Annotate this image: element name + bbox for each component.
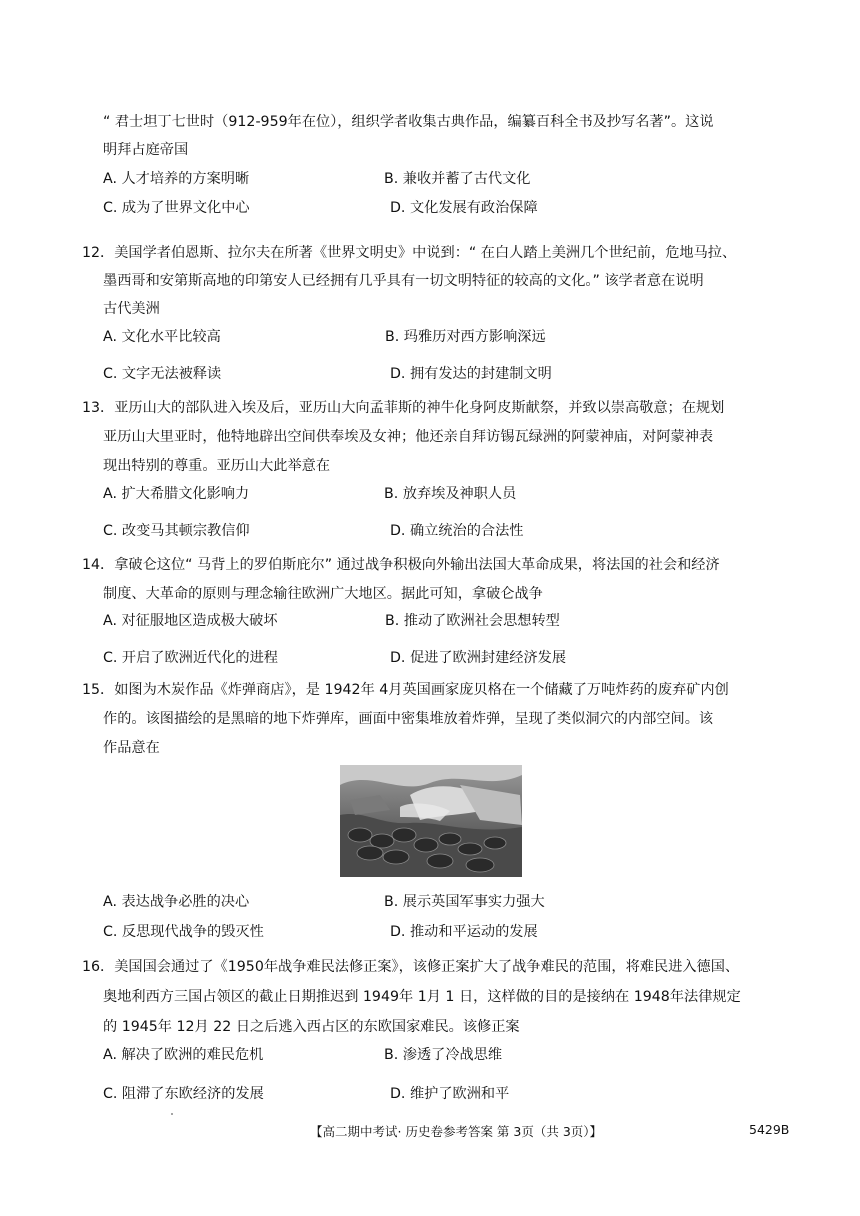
q16-option-a: A. 解决了欧洲的难民危机 bbox=[103, 1047, 264, 1063]
q13-option-a: A. 扩大希腊文化影响力 bbox=[103, 486, 250, 502]
q16-stem-line-3: 的 1945年 12月 22 日之后逃入西占区的东欧国家难民。该修正案 bbox=[103, 1019, 520, 1035]
q15-option-b: B. 展示英国军事实力强大 bbox=[384, 894, 545, 910]
q11-option-d: D. 文化发展有政治保障 bbox=[390, 200, 538, 216]
q14-option-c: C. 开启了欧洲近代化的进程 bbox=[103, 650, 278, 666]
q11-option-a: A. 人才培养的方案明晰 bbox=[103, 171, 250, 187]
q12-stem-line-2: 墨西哥和安第斯高地的印第安人已经拥有几乎具有一切文明特征的较高的文化。” 该学者意在说明 bbox=[103, 273, 704, 289]
q15-stem-line-1: 15．如图为木炭作品《炸弹商店》，是 1942年 4月英国画家庞贝格在一个储藏了万吨炸药的废弃矿内创 bbox=[82, 682, 729, 698]
exam-code: 5429B bbox=[749, 1122, 790, 1137]
q12-option-d: D. 拥有发达的封建制文明 bbox=[390, 366, 552, 382]
q11-stem-line-2: 明拜占庭帝国 bbox=[103, 142, 189, 158]
speck-dot bbox=[171, 1113, 173, 1115]
q12-option-a: A. 文化水平比较高 bbox=[103, 329, 221, 345]
q14-option-a: A. 对征服地区造成极大破坏 bbox=[103, 613, 278, 629]
q11-option-b: B. 兼收并蓄了古代文化 bbox=[384, 171, 531, 187]
q13-option-c: C. 改变马其顿宗教信仰 bbox=[103, 523, 250, 539]
q14-stem-line-2: 制度、大革命的原则与理念输往欧洲广大地区。据此可知，拿破仑战争 bbox=[103, 586, 543, 602]
q12-stem-line-3: 古代美洲 bbox=[103, 301, 160, 317]
charcoal-painting-image bbox=[340, 765, 522, 877]
q16-option-d: D. 维护了欧洲和平 bbox=[390, 1086, 510, 1102]
q15-stem-line-2: 作的。该图描绘的是黑暗的地下炸弹库，画面中密集堆放着炸弹，呈现了类似洞穴的内部空间。该 bbox=[103, 711, 714, 727]
q12-option-c: C. 文字无法被释读 bbox=[103, 366, 222, 382]
page-footer: 【高二期中考试· 历史卷参考答案 第 3页（共 3页）】 bbox=[310, 1124, 603, 1139]
q12-stem-line-1: 12．美国学者伯恩斯、拉尔夫在所著《世界文明史》中说到：“ 在白人踏上美洲几个世纪前，危地马拉、 bbox=[82, 245, 737, 261]
q16-stem-line-1: 16．美国国会通过了《1950年战争难民法修正案》，该修正案扩大了战争难民的范围，将难民进入德国、 bbox=[82, 959, 740, 975]
bomb-store-painting-icon bbox=[340, 765, 522, 877]
q13-stem-line-3: 现出特别的尊重。亚历山大此举意在 bbox=[103, 458, 331, 474]
q15-option-d: D. 推动和平运动的发展 bbox=[390, 924, 538, 940]
q14-option-d: D. 促进了欧洲封建经济发展 bbox=[390, 650, 567, 666]
q15-option-a: A. 表达战争必胜的决心 bbox=[103, 894, 250, 910]
q16-option-b: B. 渗透了冷战思维 bbox=[384, 1047, 503, 1063]
q12-option-b: B. 玛雅历对西方影响深远 bbox=[385, 329, 546, 345]
q11-option-c: C. 成为了世界文化中心 bbox=[103, 200, 250, 216]
q13-stem-line-1: 13．亚历山大的部队进入埃及后，亚历山大向孟菲斯的神牛化身阿皮斯献祭，并致以崇高敬意；在规划 bbox=[82, 400, 725, 416]
q11-stem-line-1: “ 君士坦丁七世时（912-959年在位），组织学者收集古典作品，编纂百科全书及抄写名著”。这说 bbox=[103, 114, 714, 130]
q13-stem-line-2: 亚历山大里亚时，他特地辟出空间供奉埃及女神；他还亲自拜访锡瓦绿洲的阿蒙神庙，对阿蒙神表 bbox=[103, 429, 714, 445]
q16-stem-line-2: 奥地利西方三国占领区的截止日期推迟到 1949年 1月 1 日，这样做的目的是接纳在 1948年法律规定 bbox=[103, 989, 741, 1005]
q15-stem-line-3: 作品意在 bbox=[103, 740, 160, 756]
q15-option-c: C. 反思现代战争的毁灭性 bbox=[103, 924, 264, 940]
q16-option-c: C. 阻滞了东欧经济的发展 bbox=[103, 1086, 264, 1102]
q13-option-d: D. 确立统治的合法性 bbox=[390, 523, 524, 539]
q14-option-b: B. 推动了欧洲社会思想转型 bbox=[385, 613, 560, 629]
q13-option-b: B. 放弃埃及神职人员 bbox=[384, 486, 517, 502]
q14-stem-line-1: 14．拿破仑这位“ 马背上的罗伯斯庇尔” 通过战争积极向外输出法国大革命成果，将法国的社会和经济 bbox=[82, 557, 720, 573]
